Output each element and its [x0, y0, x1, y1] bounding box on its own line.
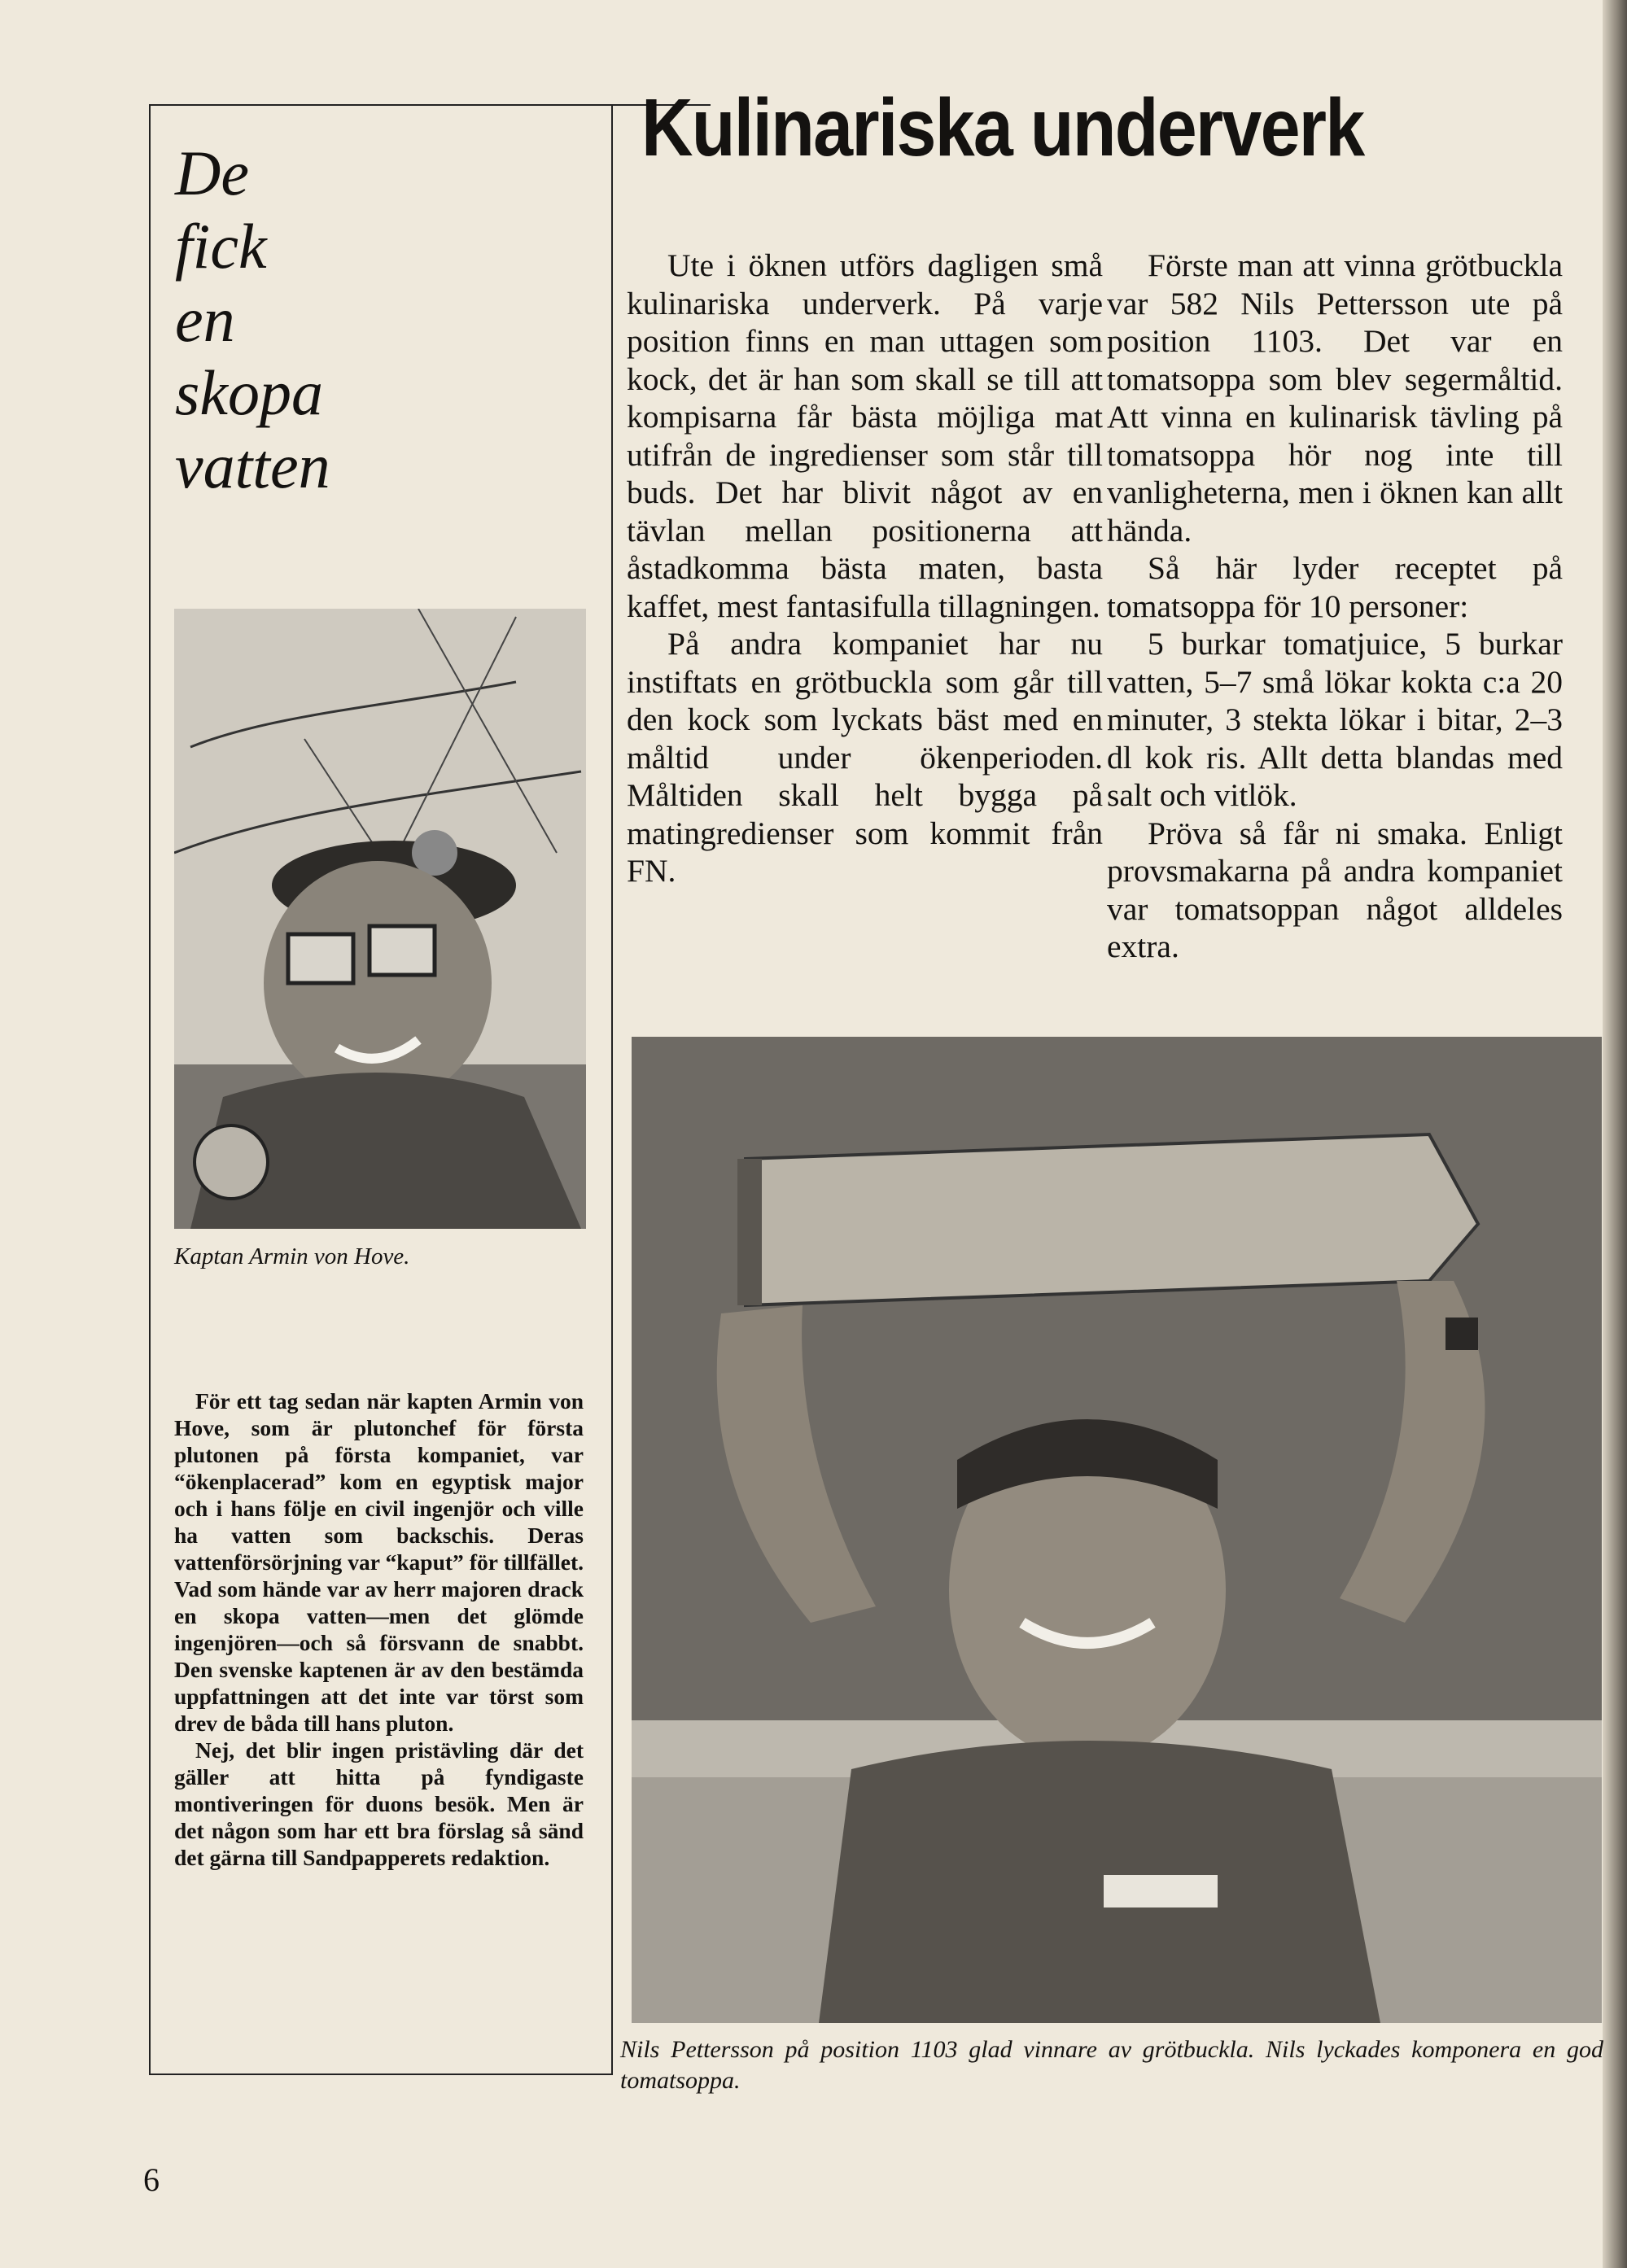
sidebar-title-line: skopa — [175, 357, 323, 428]
sidebar-body — [174, 1387, 584, 1871]
sidebar-paragraph: För ett tag sedan när kapten Armin von Hove, som är plutonchef för första plutonen på första kompaniet, var “ökenplacerad” kom en egyptisk major och i hans följe en civil ingenjör och ville ha vatten som backschis. Deras vattenförsörjning var “kaput” för tillfället. Vad som hände var av herr majoren drack en skopa vatten—men det glömde ingenjören—och så försvann de snabbt. Den svenske kaptenen är av den bestämda uppfattningen att det inte var törst som drev de båda till hans pluton. — [174, 1388, 584, 1736]
winner-photo — [632, 1037, 1602, 2023]
sidebar-title-line: en — [175, 284, 235, 355]
sidebar-title-line: De — [175, 138, 249, 208]
article-headline: Kulinariska underverk — [641, 82, 1364, 173]
sidebar-title-line: vatten — [175, 430, 330, 501]
sidebar-title — [175, 137, 387, 503]
article-paragraph: Pröva så får ni smaka. Enligt provsmakarna på andra kompaniet var tomatsoppan något alldeles extra. — [1107, 815, 1563, 964]
page-number: 6 — [143, 2161, 160, 2198]
sidebar-title-line: fick — [175, 211, 267, 282]
sidebar-paragraph: Nej, det blir ingen pristävling där det gäller att hitta på fyndigaste montiveringen för duons besök. Men är det någon som har ett bra förslag så sänd det gärna till Sandpapperets redaktion. — [174, 1737, 584, 1870]
article-paragraph: Förste man att vinna grötbuckla var 582 Nils Pettersson ute på position 1103. Det var en tomatsoppa som blev segermåltid. Att vinna en kulinarisk tävling på tomatsoppa hör nog inte till vanligheterna, men i öknen kan allt hända. — [1107, 247, 1563, 548]
article-paragraph: På andra kompaniet har nu instiftats en grötbuckla som går till den kock som lyckats bäst med en måltid under ökenperioden. Måltiden skall helt bygga på matingredienser som kommit från FN. — [627, 626, 1103, 889]
article-column-1 — [627, 247, 1103, 890]
article-column-2 — [1107, 247, 1563, 966]
winner-photo-caption: Nils Pettersson på position 1103 glad vinnare av grötbuckla. Nils lyckades komponera en god tomatsoppa. — [620, 2036, 1603, 2094]
page-binding-edge — [1603, 0, 1627, 2268]
recipe-paragraph: 5 burkar tomatjuice, 5 burkar vatten, 5–7 små lökar kokta c:a 20 minuter, 3 stekta lökar i bitar, 2–3 dl kok ris. Allt detta blandas med salt och vitlök. — [1107, 626, 1563, 813]
article-paragraph: Så här lyder receptet på tomatsoppa för 10 personer: — [1107, 550, 1563, 624]
captain-photo — [174, 609, 586, 1229]
captain-photo-caption: Kaptan Armin von Hove. — [174, 1243, 410, 1269]
article-paragraph: Ute i öknen utförs dagligen små kulinariska underverk. På varje position finns en man uttagen som kock, det är han som skall se till att kompisarna får bästa möjliga mat utifrån de ingredienser som står till buds. Det har blivit något av en tävlan mellan positionerna att åstadkomma bästa maten, basta kaffet, mest fantasifulla tillagningen. — [627, 247, 1103, 624]
